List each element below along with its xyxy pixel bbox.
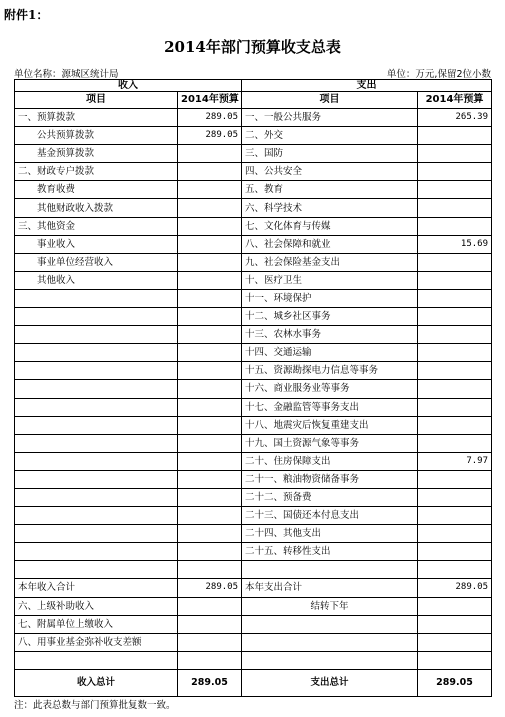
income-item-cell: 六、上级补助收入 xyxy=(15,597,178,615)
income-value-cell xyxy=(178,615,242,633)
expense-item-cell: 八、社会保障和就业 xyxy=(242,235,418,253)
income-value-cell xyxy=(178,507,242,525)
table-row xyxy=(15,579,492,597)
expense-item-cell xyxy=(242,615,418,633)
table-row xyxy=(15,362,492,380)
expense-item-cell xyxy=(242,633,418,651)
expense-item-cell xyxy=(242,561,418,579)
expense-item-cell: 二十四、其他支出 xyxy=(242,525,418,543)
table-row xyxy=(15,127,492,145)
expense-item-cell: 十四、交通运输 xyxy=(242,344,418,362)
expense-value-cell xyxy=(418,344,492,362)
table-row xyxy=(15,380,492,398)
income-item-cell: 七、附属单位上缴收入 xyxy=(15,615,178,633)
table-row xyxy=(15,181,492,199)
table-row xyxy=(15,470,492,488)
income-item-cell: 一、预算拨款 xyxy=(15,109,178,127)
expense-item-cell: 五、教育 xyxy=(242,181,418,199)
expense-value-cell: 15.69 xyxy=(418,235,492,253)
expense-item-cell: 二十、住房保障支出 xyxy=(242,452,418,470)
expense-value-cell xyxy=(418,416,492,434)
expense-item-cell: 十九、国土资源气象等事务 xyxy=(242,434,418,452)
table-row xyxy=(15,344,492,362)
expense-value-cell xyxy=(418,127,492,145)
expense-value-cell xyxy=(418,253,492,271)
unit-name: 单位名称：源城区统计局 xyxy=(14,69,119,80)
income-value-cell: 289.05 xyxy=(178,579,242,597)
section-header-row xyxy=(15,80,492,92)
income-value-cell xyxy=(178,271,242,289)
expense-total-label: 支出总计 xyxy=(242,669,418,696)
income-item-cell xyxy=(15,651,178,669)
table-row xyxy=(15,488,492,506)
income-value-cell: 289.05 xyxy=(178,127,242,145)
expense-item-cell: 十五、资源勘探电力信息等事务 xyxy=(242,362,418,380)
income-item-cell xyxy=(15,543,178,561)
table-row xyxy=(15,597,492,615)
table-row xyxy=(15,271,492,289)
income-item-cell: 二、财政专户拨款 xyxy=(15,163,178,181)
income-item-cell: 其他财政收入拨款 xyxy=(15,199,178,217)
income-value-cell xyxy=(178,253,242,271)
income-item-cell: 其他收入 xyxy=(15,271,178,289)
footnote: 注：此表总数与部门预算批复数一致。 xyxy=(14,700,176,711)
expense-item-cell: 十二、城乡社区事务 xyxy=(242,308,418,326)
expense-value-cell xyxy=(418,633,492,651)
expense-item-cell: 六、科学技术 xyxy=(242,199,418,217)
expense-value-cell xyxy=(418,380,492,398)
table-row xyxy=(15,109,492,127)
expense-value-cell xyxy=(418,543,492,561)
expense-value-cell xyxy=(418,651,492,669)
expense-item-cell: 十、医疗卫生 xyxy=(242,271,418,289)
table-row xyxy=(15,543,492,561)
expense-item-cell: 七、文化体育与传媒 xyxy=(242,217,418,235)
expense-item-cell: 十六、商业服务业等事务 xyxy=(242,380,418,398)
income-value-cell xyxy=(178,344,242,362)
income-value-cell xyxy=(178,633,242,651)
income-total-value: 289.05 xyxy=(178,669,242,696)
expense-item-cell: 结转下年 xyxy=(242,597,418,615)
expense-value-cell xyxy=(418,271,492,289)
income-item-cell: 事业收入 xyxy=(15,235,178,253)
expense-item-cell: 二十二、预备费 xyxy=(242,488,418,506)
income-item-header: 项目 xyxy=(15,92,178,109)
expense-value-cell xyxy=(418,561,492,579)
income-item-cell xyxy=(15,470,178,488)
unit-note: 单位：万元,保留2位小数 xyxy=(386,69,491,80)
income-value-cell xyxy=(178,199,242,217)
income-item-cell xyxy=(15,452,178,470)
income-value-cell xyxy=(178,380,242,398)
income-value-cell xyxy=(178,452,242,470)
income-item-cell xyxy=(15,525,178,543)
expense-item-cell: 二十三、国债还本付息支出 xyxy=(242,507,418,525)
income-value-cell xyxy=(178,163,242,181)
table-row xyxy=(15,416,492,434)
income-item-cell xyxy=(15,289,178,307)
income-total-label: 收入总计 xyxy=(15,669,178,696)
expense-value-cell xyxy=(418,398,492,416)
expense-item-cell: 十七、金融监管等事务支出 xyxy=(242,398,418,416)
expense-item-cell: 二十五、转移性支出 xyxy=(242,543,418,561)
table-row xyxy=(15,561,492,579)
expense-value-cell xyxy=(418,163,492,181)
income-value-cell xyxy=(178,525,242,543)
income-item-cell: 公共预算拨款 xyxy=(15,127,178,145)
table-row xyxy=(15,525,492,543)
income-item-cell xyxy=(15,434,178,452)
expense-value-cell xyxy=(418,199,492,217)
income-budget-header: 2014年预算 xyxy=(178,92,242,109)
table-row xyxy=(15,434,492,452)
income-value-cell xyxy=(178,289,242,307)
income-value-cell xyxy=(178,488,242,506)
expense-item-cell xyxy=(242,651,418,669)
expense-value-cell xyxy=(418,488,492,506)
income-value-cell xyxy=(178,597,242,615)
income-item-cell xyxy=(15,561,178,579)
income-section-header: 收入 xyxy=(15,80,242,92)
expense-value-cell xyxy=(418,145,492,163)
income-value-cell xyxy=(178,326,242,344)
income-item-cell: 基金预算拨款 xyxy=(15,145,178,163)
income-value-cell xyxy=(178,217,242,235)
budget-table xyxy=(14,79,492,697)
expense-budget-header: 2014年预算 xyxy=(418,92,492,109)
income-value-cell xyxy=(178,543,242,561)
table-row xyxy=(15,326,492,344)
expense-item-cell: 十三、农林水事务 xyxy=(242,326,418,344)
expense-item-cell: 四、公共安全 xyxy=(242,163,418,181)
expense-item-cell: 十八、地震灾后恢复重建支出 xyxy=(242,416,418,434)
table-row xyxy=(15,651,492,669)
income-value-cell xyxy=(178,416,242,434)
income-item-cell: 三、其他资金 xyxy=(15,217,178,235)
income-value-cell xyxy=(178,561,242,579)
income-value-cell xyxy=(178,362,242,380)
table-row xyxy=(15,308,492,326)
expense-value-cell: 265.39 xyxy=(418,109,492,127)
expense-section-header: 支出 xyxy=(242,80,492,92)
expense-item-cell: 一、一般公共服务 xyxy=(242,109,418,127)
expense-value-cell xyxy=(418,470,492,488)
expense-value-cell xyxy=(418,217,492,235)
table-row xyxy=(15,507,492,525)
table-row xyxy=(15,145,492,163)
table-row xyxy=(15,615,492,633)
table-row xyxy=(15,398,492,416)
table-row xyxy=(15,452,492,470)
income-value-cell: 289.05 xyxy=(178,109,242,127)
income-value-cell xyxy=(178,434,242,452)
expense-value-cell xyxy=(418,362,492,380)
income-item-cell xyxy=(15,416,178,434)
expense-value-cell xyxy=(418,597,492,615)
income-item-cell xyxy=(15,488,178,506)
income-value-cell xyxy=(178,651,242,669)
expense-value-cell: 7.97 xyxy=(418,452,492,470)
expense-value-cell xyxy=(418,434,492,452)
expense-item-cell: 九、社会保险基金支出 xyxy=(242,253,418,271)
income-value-cell xyxy=(178,181,242,199)
income-item-cell: 教育收费 xyxy=(15,181,178,199)
grand-total-row xyxy=(15,669,492,696)
expense-item-cell: 二十一、粮油物资储备事务 xyxy=(242,470,418,488)
expense-value-cell: 289.05 xyxy=(418,579,492,597)
income-item-cell xyxy=(15,380,178,398)
expense-value-cell xyxy=(418,615,492,633)
income-item-cell xyxy=(15,326,178,344)
expense-item-header: 项目 xyxy=(242,92,418,109)
income-item-cell xyxy=(15,398,178,416)
income-value-cell xyxy=(178,145,242,163)
table-row xyxy=(15,199,492,217)
expense-value-cell xyxy=(418,507,492,525)
page-title: 2014年部门预算收支总表 xyxy=(164,38,341,56)
expense-item-cell: 二、外交 xyxy=(242,127,418,145)
income-value-cell xyxy=(178,308,242,326)
expense-value-cell xyxy=(418,181,492,199)
table-row xyxy=(15,633,492,651)
expense-total-value: 289.05 xyxy=(418,669,492,696)
expense-item-cell: 十一、环境保护 xyxy=(242,289,418,307)
table-row xyxy=(15,163,492,181)
expense-value-cell xyxy=(418,326,492,344)
expense-item-cell: 三、国防 xyxy=(242,145,418,163)
income-item-cell xyxy=(15,308,178,326)
income-item-cell xyxy=(15,362,178,380)
income-value-cell xyxy=(178,470,242,488)
expense-value-cell xyxy=(418,289,492,307)
attachment-label: 附件1： xyxy=(4,8,49,22)
table-row xyxy=(15,253,492,271)
income-value-cell xyxy=(178,235,242,253)
table-row xyxy=(15,235,492,253)
column-header-row xyxy=(15,92,492,109)
expense-value-cell xyxy=(418,308,492,326)
income-item-cell: 事业单位经营收入 xyxy=(15,253,178,271)
table-row xyxy=(15,217,492,235)
income-value-cell xyxy=(178,398,242,416)
income-item-cell: 八、用事业基金弥补收支差额 xyxy=(15,633,178,651)
income-item-cell xyxy=(15,344,178,362)
expense-item-cell: 本年支出合计 xyxy=(242,579,418,597)
table-row xyxy=(15,289,492,307)
expense-value-cell xyxy=(418,525,492,543)
income-item-cell xyxy=(15,507,178,525)
income-item-cell: 本年收入合计 xyxy=(15,579,178,597)
